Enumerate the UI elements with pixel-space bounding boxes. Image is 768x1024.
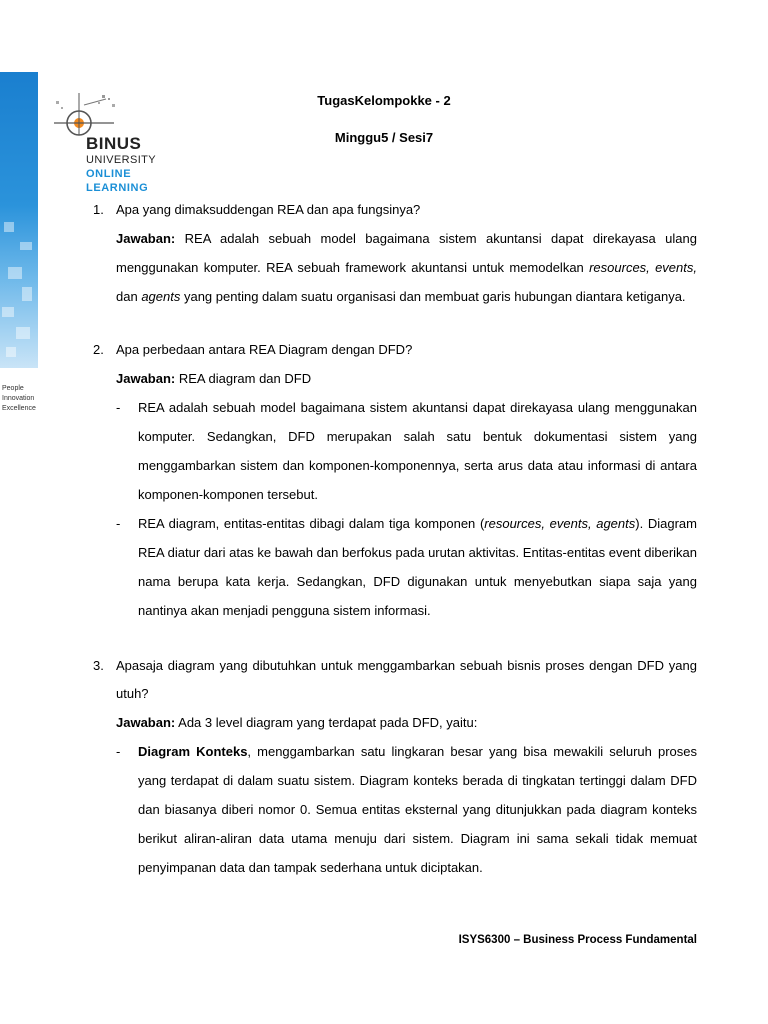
answer-2-bullet-1 [116,393,697,509]
answer-text: REA diagram dan DFD [175,371,312,386]
bullet-dash: - [116,400,121,415]
bullet-title: Diagram Konteks [138,744,248,759]
binus-logo [54,93,164,197]
answer-label: Jawaban: [116,231,176,246]
question-text: Apasaja diagram yang dibutuhkan untuk menggambarkan sebuah bisnis proses dengan DFD yang utuh? [116,658,697,701]
question-number: 1. [93,202,104,217]
question-text: Apa yang dimaksuddengan REA dan apa fungsinya? [116,202,421,217]
answer-3-bullet-1 [116,737,697,882]
answer-italic-term: agents [141,289,181,304]
question-1 [93,196,697,224]
answer-1 [116,224,697,311]
answer-2-bullet-2 [116,509,697,625]
bullet-text [138,737,697,882]
question-number: 2. [93,342,104,357]
answer-2 [116,364,697,393]
footer-course: ISYS6300 – Business Process Fundamental [458,934,697,946]
answer-italic-term: resources, events, [589,260,697,275]
logo-online: ONLINE [86,168,132,180]
answer-label: Jawaban: [116,371,176,386]
bullet-text-part: REA diagram, entitas-entitas dibagi dalam tiga komponen ( [138,516,485,531]
sidebar-decorative-strip [0,72,38,368]
question-3 [93,652,697,708]
bullet-text-part: ). Diagram REA diatur dari atas ke bawah dan berfokus pada urutan aktivitas. Entitas-entitas event diberikan nama berupa kata kerja. Sedangkan, DFD digunakan untuk menyebutkan siapa saja yang nantinya akan menjadi pengguna sistem informasi. [138,516,697,618]
bullet-dash: - [116,744,121,759]
logo-brand: BINUS [86,134,142,153]
question-2 [93,336,697,364]
bullet-italic-term: resources, events, agents [484,516,636,531]
question-number: 3. [93,658,104,673]
document-subtitle: Minggu5 / Sesi7 [334,130,434,145]
answer-text: Ada 3 level diagram yang terdapat pada DFD, yaitu: [175,715,478,730]
logo-university: UNIVERSITY [86,154,157,166]
bullet-text-part: , menggambarkan satu lingkaran besar yang bisa mewakili seluruh proses yang terdapat di dalam suatu sistem. Diagram konteks berada di tingkatan tertinggi dalam DFD dan biasanya diberi nomor 0. Semua entitas eksternal yang ditunjukkan pada diagram konteks berikut aliran-aliran data utama menuju dari sistem. Diagram ini sama sekali tidak memuat penyimpanan data dan tampak sederhana untuk diciptakan. [138,744,697,875]
answer-3 [116,708,697,737]
document-title: TugasKelompokke - 2 [317,93,451,108]
question-text: Apa perbedaan antara REA Diagram dengan DFD? [116,342,413,357]
bullet-text [138,509,697,625]
document-body [93,196,697,882]
answer-text: REA adalah sebuah model bagaimana sistem akuntansi dapat direkayasa ulang menggunakan komputer. REA sebuah framework akuntansi untuk memodelkan [116,231,697,275]
logo-learning: LEARNING [86,182,149,194]
tagline-line: Excellence [2,405,36,412]
tagline-line: People [2,385,24,392]
bullet-dash: - [116,516,121,531]
answer-label: Jawaban: [116,715,176,730]
answer-text: dan [116,289,142,304]
bullet-text: REA adalah sebuah model bagaimana sistem akuntansi dapat direkayasa ulang menggunakan komputer. Sedangkan, DFD merupakan salah satu bentuk dokumentasi sistem yang menggambarkan sistem dan komponen-komponennya, serta arus data atau informasi di antara komponen-komponen tersebut. [138,400,697,502]
answer-text: yang penting dalam suatu organisasi dan membuat garis hubungan diantara ketiganya. [180,289,686,304]
tagline-line: Innovation [2,395,35,402]
sidebar-tagline [2,384,36,414]
